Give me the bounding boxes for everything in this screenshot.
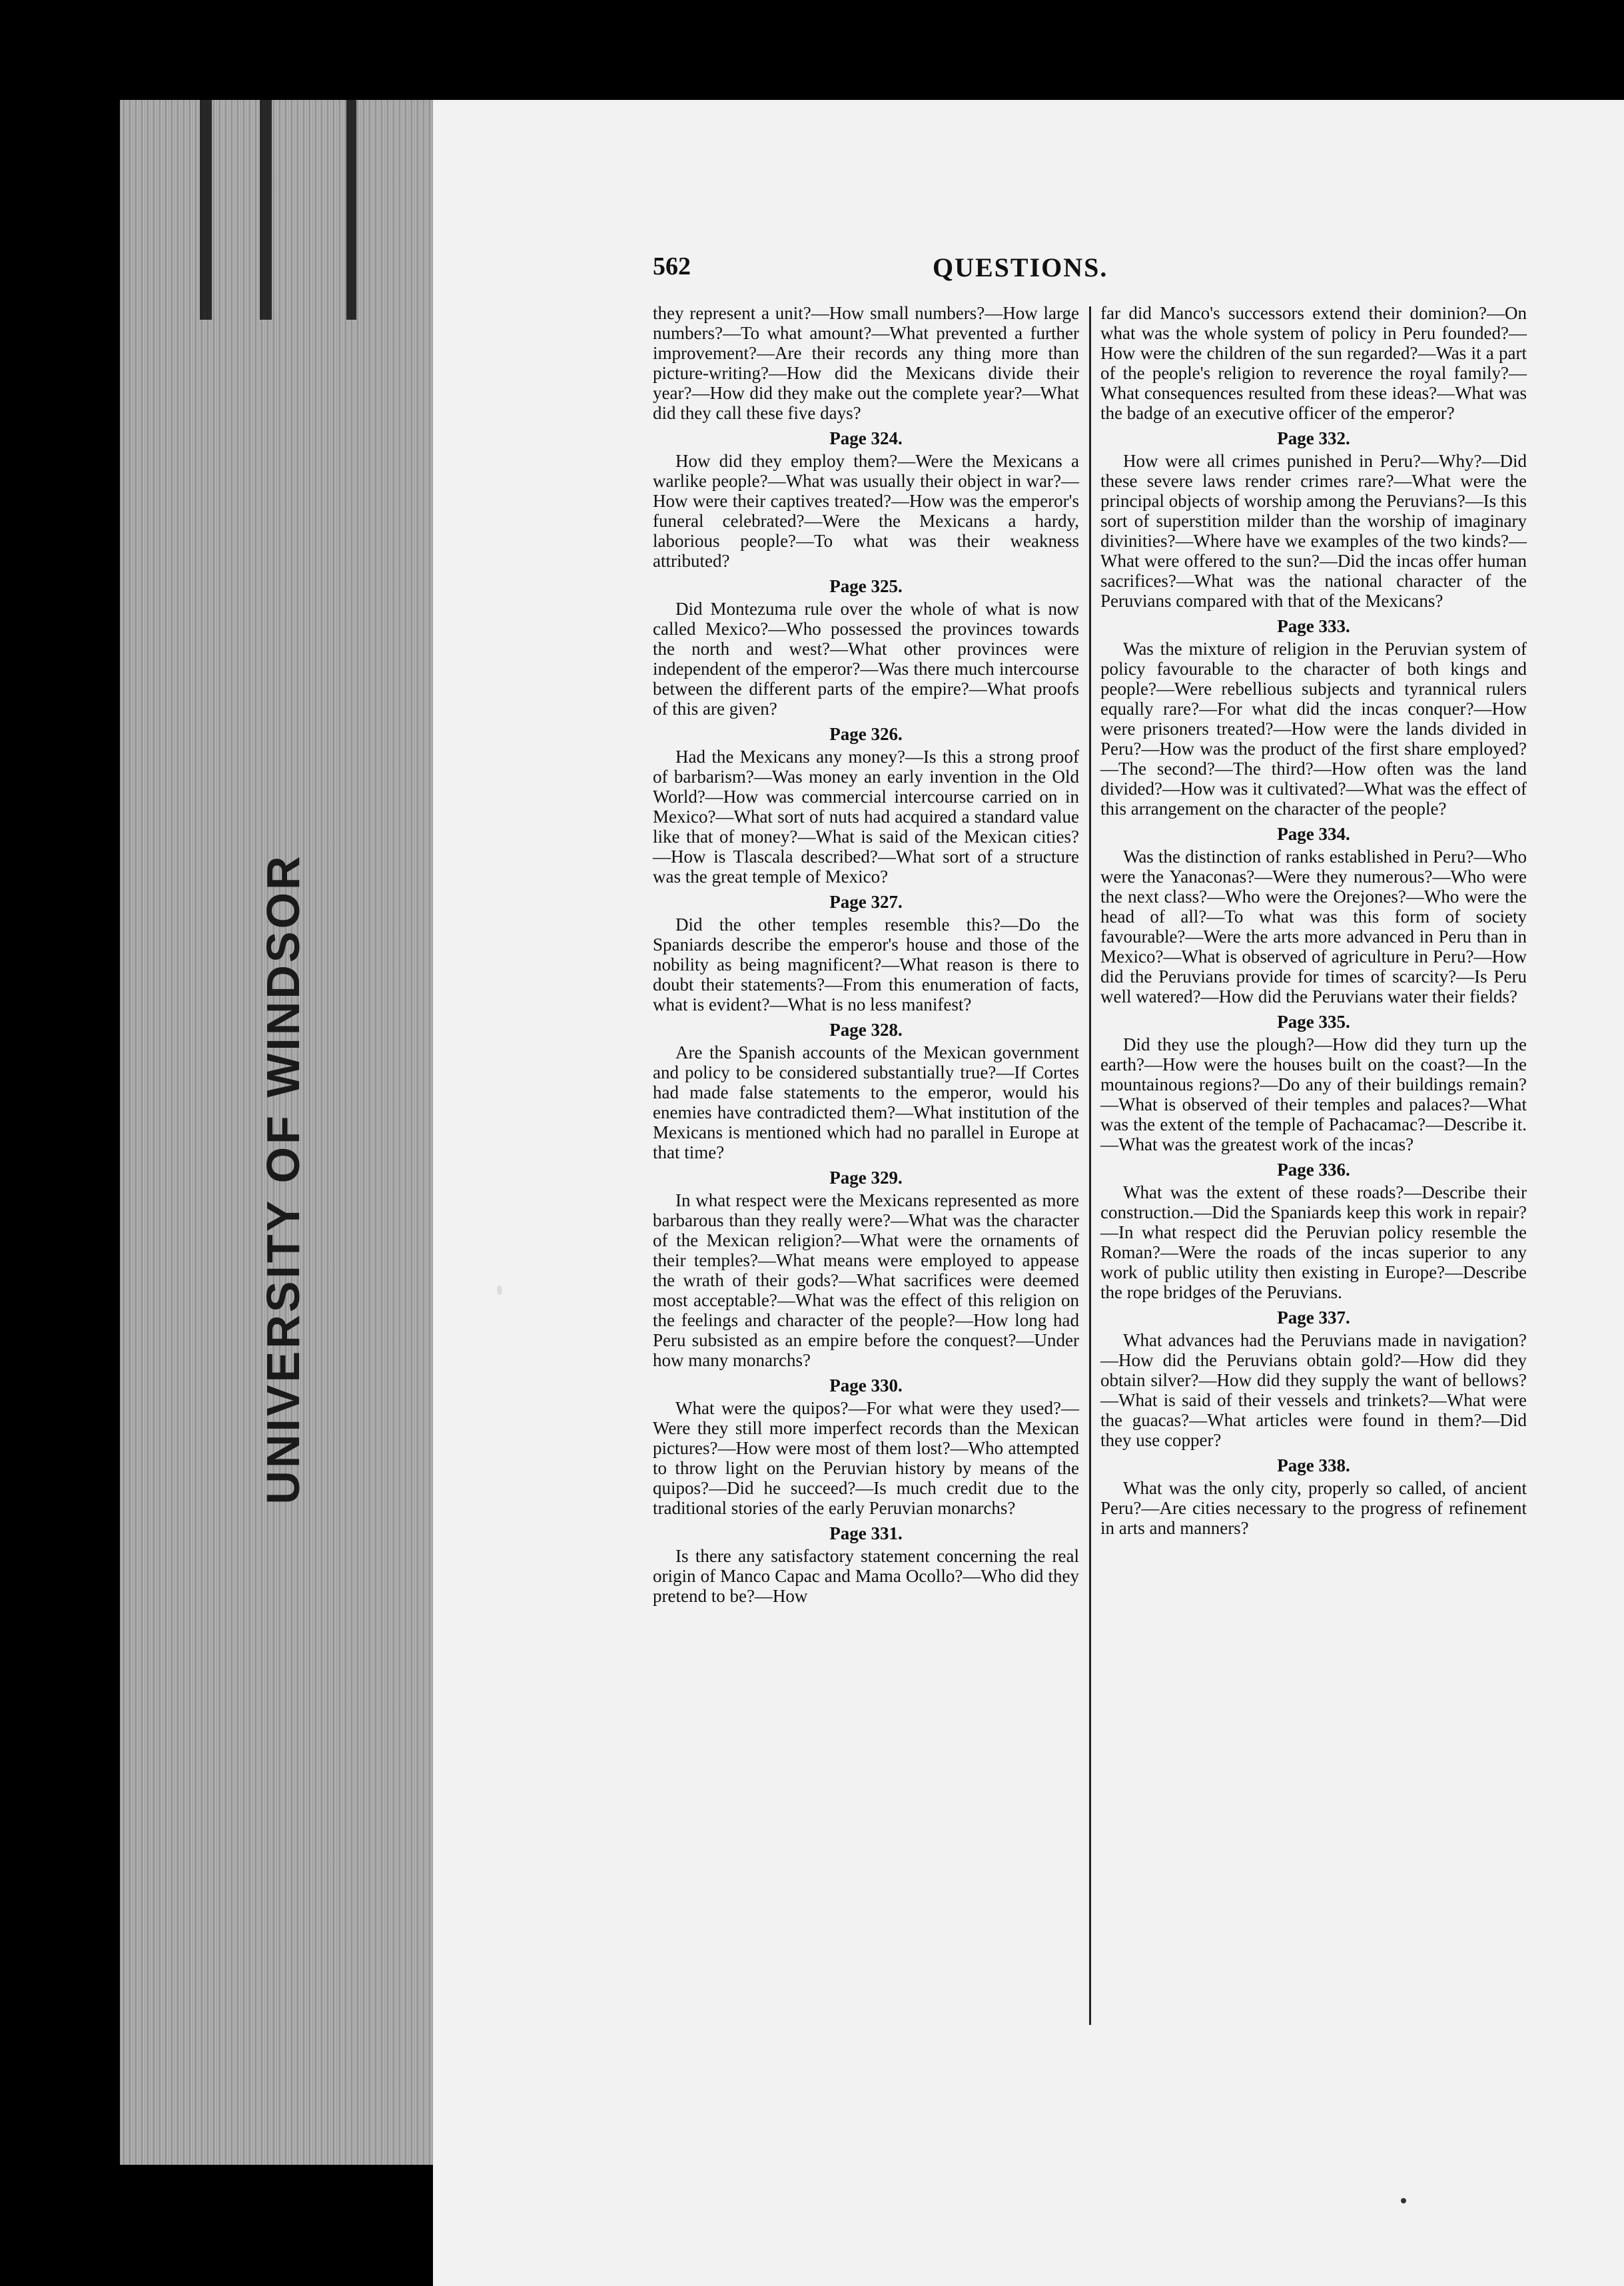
section-heading: Page 337.: [1277, 1308, 1350, 1328]
section-heading: Page 324.: [829, 428, 903, 448]
section-heading: Page 328.: [829, 1020, 903, 1040]
section-heading: Page 336.: [1277, 1160, 1350, 1180]
column-divider: [1089, 306, 1091, 2025]
right-column: [1100, 303, 1527, 1542]
question-paragraph: In what respect were the Mexicans represented as more barbarous than they really were?—What was the character of the Mexican religion?—What were the ornaments of their temples?—What means were employed to appease the wrath of their gods?—What sacrifices were deemed most acceptable?—What was the effect of this religion on the feelings and character of the people?—How long had Peru subsisted as an empire before the conquest?—Under how many monarchs?: [653, 1190, 1079, 1370]
question-paragraph: Was the distinction of ranks established in Peru?—Who were the Yanaconas?—Were they numerous?—Who were the next class?—Who were the Orejones?—Who were the head of all?—To what was this form of society favourable?—Were the arts more advanced in Peru than in Mexico?—What is observed of agriculture in Peru?—How did the Peruvians provide for times of scarcity?—Is Peru well watered?—How did the Peruvians water their fields?: [1100, 847, 1527, 1006]
section-heading: Page 333.: [1277, 616, 1350, 636]
section-heading: Page 327.: [829, 892, 903, 912]
page-number: 562: [653, 252, 691, 280]
question-paragraph: What was the only city, properly so called, of ancient Peru?—Are cities necessary to the progress of refinement in arts and manners?: [1100, 1478, 1527, 1538]
question-paragraph: What were the quipos?—For what were they used?—Were they still more imperfect records than the Mexican pictures?—How were most of them lost?—Who attempted to throw light on the Peruvian history by means of the quipos?—Did he succeed?—Is much credit due to the traditional stories of the early Peruvian monarchs?: [653, 1398, 1079, 1518]
scan-speck: [1401, 2198, 1406, 2203]
library-stamp: UNIVERSITY OF WINDSOR: [257, 853, 309, 1505]
question-paragraph: How did they employ them?—Were the Mexicans a warlike people?—What was usually their object in war?—How were their captives treated?—How was the emperor's funeral celebrated?—Were the Mexicans a hardy, laborious people?—To what was their weakness attributed?: [653, 451, 1079, 571]
question-paragraph: Is there any satisfactory statement concerning the real origin of Manco Capac and Mama Ocollo?—Who did they pretend to be?—How: [653, 1546, 1079, 1606]
section-heading: Page 331.: [829, 1523, 903, 1543]
question-paragraph: What was the extent of these roads?—Describe their construction.—Did the Spaniards keep this work in repair?—In what respect did the Peruvian policy resemble the Roman?—Were the roads of the incas superior to any work of public utility then existing in Europe?—Describe the rope bridges of the Peruvians.: [1100, 1182, 1527, 1302]
scan-speck: [497, 1286, 502, 1295]
running-head: QUESTIONS.: [933, 252, 1108, 282]
section-heading: Page 332.: [1277, 428, 1350, 448]
question-paragraph: Did they use the plough?—How did they turn up the earth?—How were the houses built on the coast?—In the mountainous regions?—Do any of their buildings remain?—What is observed of their temples and palaces?—What was the extent of the temple of Pachacamac?—Describe it.—What was the greatest work of the incas?: [1100, 1034, 1527, 1154]
section-heading: Page 329.: [829, 1168, 903, 1188]
question-paragraph: Did Montezuma rule over the whole of what is now called Mexico?—Who possessed the provinces towards the north and west?—What other provinces were independent of the emperor?—Was there much intercourse between the different parts of the empire?—What proofs of this are given?: [653, 599, 1079, 719]
question-paragraph: How were all crimes punished in Peru?—Why?—Did these severe laws render crimes rare?—What were the principal objects of worship among the Peruvians?—Is this sort of superstition milder than the worship of imaginary divinities?—Where have we examples of the two kinds?—What were offered to the sun?—Did the incas offer human sacrifices?—What was the national character of the Peruvians compared with that of the Mexicans?: [1100, 451, 1527, 611]
book-page-edges: [120, 100, 446, 2165]
section-heading: Page 330.: [829, 1375, 903, 1395]
page-edge-shadows: [120, 100, 446, 320]
question-paragraph: What advances had the Peruvians made in navigation?—How did the Peruvians obtain gold?—How did they obtain silver?—How did they supply the want of bellows?—What is said of their vessels and trinkets?—What were the guacas?—What articles were found in them?—Did they use copper?: [1100, 1330, 1527, 1450]
section-heading: Page 334.: [1277, 824, 1350, 844]
section-heading: Page 325.: [829, 576, 903, 596]
section-heading: Page 338.: [1277, 1455, 1350, 1475]
question-paragraph: Was the mixture of religion in the Peruvian system of policy favourable to the character of both kings and people?—Were rebellious subjects and tyrannical rulers equally rare?—For what did the incas conquer?—How were prisoners treated?—How were the lands divided in Peru?—How was the product of the first share employed?—The second?—The third?—How often was the land divided?—How was it cultivated?—What was the effect of this arrangement on the character of the people?: [1100, 639, 1527, 819]
question-paragraph: Did the other temples resemble this?—Do the Spaniards describe the emperor's house and those of the nobility as being magnificent?—What reason is there to doubt their statements?—From this enumeration of facts, what is evident?—What is no less manifest?: [653, 915, 1079, 1014]
book-page: [433, 100, 1624, 2286]
section-heading: Page 326.: [829, 724, 903, 744]
left-column: [653, 303, 1079, 1610]
question-paragraph: they represent a unit?—How small numbers?—How large numbers?—To what amount?—What prevented a further improvement?—Are their records any thing more than picture-writing?—How did the Mexicans divide their year?—How did they make out the complete year?—What did they call these five days?: [653, 303, 1079, 423]
question-paragraph: Had the Mexicans any money?—Is this a strong proof of barbarism?—Was money an early invention in the Old World?—How was commercial intercourse carried on in Mexico?—What sort of nuts had acquired a standard value like that of money?—What is said of the Mexican cities?—How is Tlascala described?—What sort of a structure was the great temple of Mexico?: [653, 747, 1079, 887]
section-heading: Page 335.: [1277, 1012, 1350, 1032]
question-paragraph: Are the Spanish accounts of the Mexican government and policy to be considered substantially true?—If Cortes had made false statements to the emperor, would his enemies have contradicted them?—What institution of the Mexicans is mentioned which had no parallel in Europe at that time?: [653, 1042, 1079, 1162]
question-paragraph: far did Manco's successors extend their dominion?—On what was the whole system of policy in Peru founded?—How were the children of the sun regarded?—Was it a part of the people's religion to reverence the royal family?—What consequences resulted from these ideas?—What was the badge of an executive officer of the emperor?: [1100, 303, 1527, 423]
page-header: [653, 252, 1519, 292]
